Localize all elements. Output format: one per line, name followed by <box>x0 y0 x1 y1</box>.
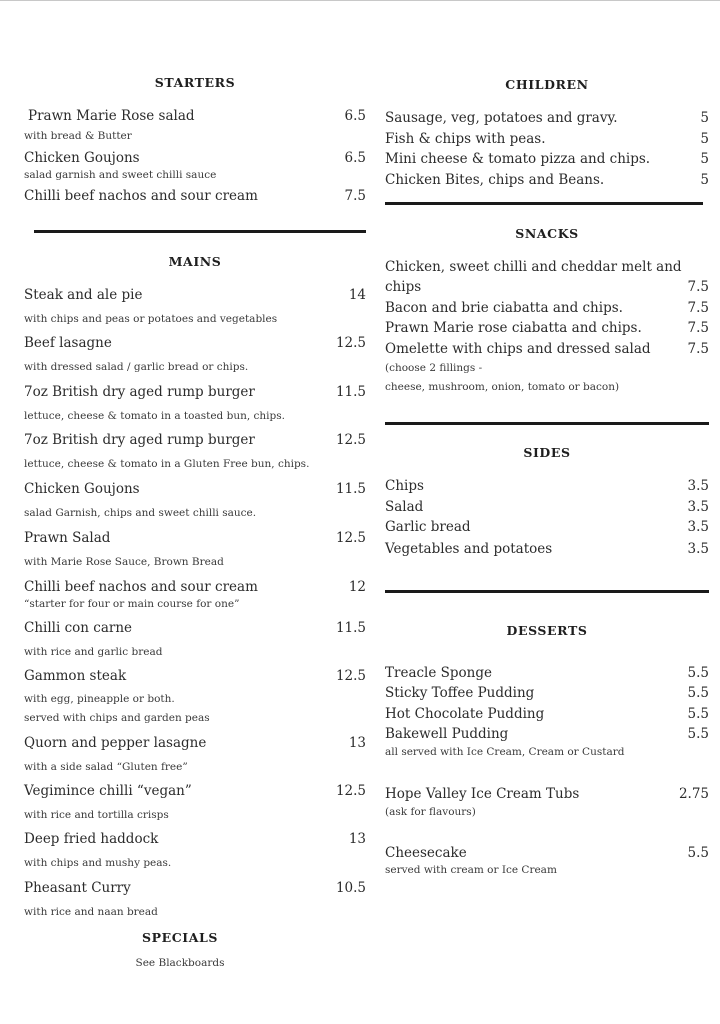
item-description: with dressed salad / garlic bread or chips. <box>24 361 249 373</box>
item-description: served with chips and garden peas <box>24 712 210 724</box>
menu-item <box>385 279 709 295</box>
item-description: all served with Ice Cream, Cream or Custard <box>385 746 625 758</box>
menu-item <box>385 726 709 742</box>
item-price: 6.5 <box>344 108 366 124</box>
item-description: with chips and mushy peas. <box>24 857 172 869</box>
item-description: salad Garnish, chips and sweet chilli sauce. <box>24 507 257 519</box>
menu-item <box>385 786 709 802</box>
item-price: 3.5 <box>687 541 709 557</box>
item-price: 12 <box>348 579 366 595</box>
item-price: 11.5 <box>335 481 366 497</box>
children-heading: CHILDREN <box>505 77 589 92</box>
item-price: 5.5 <box>687 726 709 742</box>
menu-item <box>24 620 366 636</box>
item-name: Deep fried haddock <box>24 831 159 847</box>
item-name: Fish & chips with peas. <box>385 131 546 147</box>
item-description: “starter for four or main course for one” <box>24 598 240 610</box>
item-description: salad garnish and sweet chilli sauce <box>24 169 217 181</box>
item-name: Salad <box>385 499 424 515</box>
item-name: Chilli beef nachos and sour cream <box>24 579 258 595</box>
item-price: 5.5 <box>687 706 709 722</box>
menu-item <box>385 478 709 494</box>
menu-item <box>24 668 366 684</box>
mains-heading: MAINS <box>168 254 222 269</box>
item-name: Chips <box>385 478 424 494</box>
item-price: 14 <box>348 287 366 303</box>
item-price: 13 <box>348 831 366 847</box>
menu-item <box>24 335 366 351</box>
item-name: Vegetables and potatoes <box>385 541 553 557</box>
item-description: with rice and tortilla crisps <box>24 809 169 821</box>
item-description: with egg, pineapple or both. <box>24 693 175 705</box>
item-price: 7.5 <box>687 320 709 336</box>
item-name: 7oz British dry aged rump burger <box>24 432 255 448</box>
item-name: Chilli con carne <box>24 620 133 636</box>
item-name: Steak and ale pie <box>24 287 143 303</box>
section-divider <box>385 202 703 205</box>
item-name: Chicken, sweet chilli and cheddar melt and <box>385 259 682 275</box>
item-description: with a side salad “Gluten free” <box>24 761 188 773</box>
menu-item <box>28 108 366 124</box>
menu-item <box>24 432 366 448</box>
item-price: 5.5 <box>687 665 709 681</box>
item-name: Chilli beef nachos and sour cream <box>24 188 258 204</box>
item-name: Sausage, veg, potatoes and gravy. <box>385 110 618 126</box>
menu-item <box>385 665 709 681</box>
item-name: Quorn and pepper lasagne <box>24 735 207 751</box>
menu-item <box>24 579 366 595</box>
menu-item <box>385 110 709 126</box>
item-price: 5 <box>700 151 709 167</box>
section-divider <box>385 422 709 425</box>
menu-item <box>24 188 366 204</box>
menu-item <box>385 300 709 316</box>
item-price: 13 <box>348 735 366 751</box>
item-name: Beef lasagne <box>24 335 112 351</box>
menu-item-line <box>385 259 709 275</box>
item-price: 7.5 <box>687 279 709 295</box>
item-price: 7.5 <box>687 341 709 357</box>
item-name: Pheasant Curry <box>24 880 131 896</box>
item-description: with Marie Rose Sauce, Brown Bread <box>24 556 224 568</box>
menu-item <box>385 131 709 147</box>
menu-item <box>24 783 366 799</box>
menu-item <box>24 880 366 896</box>
item-name: Prawn Marie Rose salad <box>28 108 195 124</box>
item-name: Chicken Goujons <box>24 150 140 166</box>
item-name: Hot Chocolate Pudding <box>385 706 545 722</box>
item-price: 3.5 <box>687 519 709 535</box>
item-price: 12.5 <box>335 783 366 799</box>
item-price: 2.75 <box>678 786 709 802</box>
item-price: 5 <box>700 110 709 126</box>
item-description: with rice and garlic bread <box>24 646 163 658</box>
item-name: Cheesecake <box>385 845 467 861</box>
item-name: Bacon and brie ciabatta and chips. <box>385 300 623 316</box>
menu-item <box>385 499 709 515</box>
item-description: with bread & Butter <box>24 130 132 142</box>
specials-heading: SPECIALS <box>141 930 219 945</box>
item-name: Vegimince chilli “vegan” <box>24 783 192 799</box>
item-price: 10.5 <box>335 880 366 896</box>
item-price: 3.5 <box>687 499 709 515</box>
item-description: with chips and peas or potatoes and vegetables <box>24 313 278 325</box>
section-divider <box>34 230 366 233</box>
item-name: chips <box>385 279 422 295</box>
section-divider <box>385 590 709 593</box>
item-description: lettuce, cheese & tomato in a Gluten Free bun, chips. <box>24 458 310 470</box>
item-name: Gammon steak <box>24 668 127 684</box>
item-name: Treacle Sponge <box>385 665 492 681</box>
item-price: 5.5 <box>687 845 709 861</box>
desserts-heading: DESSERTS <box>506 623 588 638</box>
menu-item <box>385 341 709 357</box>
menu-item <box>385 151 709 167</box>
item-description: with rice and naan bread <box>24 906 158 918</box>
menu-item <box>24 287 366 303</box>
menu-item <box>24 831 366 847</box>
item-name: Chicken Goujons <box>24 481 140 497</box>
item-name: Chicken Bites, chips and Beans. <box>385 172 605 188</box>
snacks-heading: SNACKS <box>515 226 579 241</box>
menu-item <box>385 845 709 861</box>
specials-text: See Blackboards <box>135 957 225 969</box>
menu-item <box>24 150 366 166</box>
menu-item <box>24 481 366 497</box>
item-price: 11.5 <box>335 384 366 400</box>
item-price: 12.5 <box>335 530 366 546</box>
item-name: Mini cheese & tomato pizza and chips. <box>385 151 651 167</box>
menu-item <box>385 320 709 336</box>
menu-item <box>24 530 366 546</box>
menu-item <box>385 519 709 535</box>
item-price: 5 <box>700 131 709 147</box>
item-price: 12.5 <box>335 335 366 351</box>
item-price: 11.5 <box>335 620 366 636</box>
starters-heading: STARTERS <box>154 75 236 90</box>
menu-item <box>385 172 709 188</box>
sides-heading: SIDES <box>523 445 571 460</box>
menu-item <box>385 706 709 722</box>
item-name: 7oz British dry aged rump burger <box>24 384 255 400</box>
item-name: Hope Valley Ice Cream Tubs <box>385 786 580 802</box>
item-price: 5.5 <box>687 685 709 701</box>
menu-item <box>385 541 709 557</box>
item-name: Bakewell Pudding <box>385 726 509 742</box>
item-description: (choose 2 fillings - <box>385 362 483 374</box>
item-description: cheese, mushroom, onion, tomato or bacon) <box>385 381 620 393</box>
item-price: 3.5 <box>687 478 709 494</box>
item-name: Omelette with chips and dressed salad <box>385 341 651 357</box>
item-price: 7.5 <box>344 188 366 204</box>
item-price: 12.5 <box>335 432 366 448</box>
item-price: 12.5 <box>335 668 366 684</box>
item-name: Sticky Toffee Pudding <box>385 685 535 701</box>
item-price: 5 <box>700 172 709 188</box>
item-name: Garlic bread <box>385 519 471 535</box>
item-description: (ask for flavours) <box>385 806 476 818</box>
item-description: lettuce, cheese & tomato in a toasted bun, chips. <box>24 410 285 422</box>
menu-item <box>24 384 366 400</box>
item-name: Prawn Marie rose ciabatta and chips. <box>385 320 642 336</box>
item-price: 6.5 <box>344 150 366 166</box>
item-name: Prawn Salad <box>24 530 111 546</box>
item-price: 7.5 <box>687 300 709 316</box>
menu-item <box>24 735 366 751</box>
menu-item <box>385 685 709 701</box>
item-description: served with cream or Ice Cream <box>385 864 557 876</box>
